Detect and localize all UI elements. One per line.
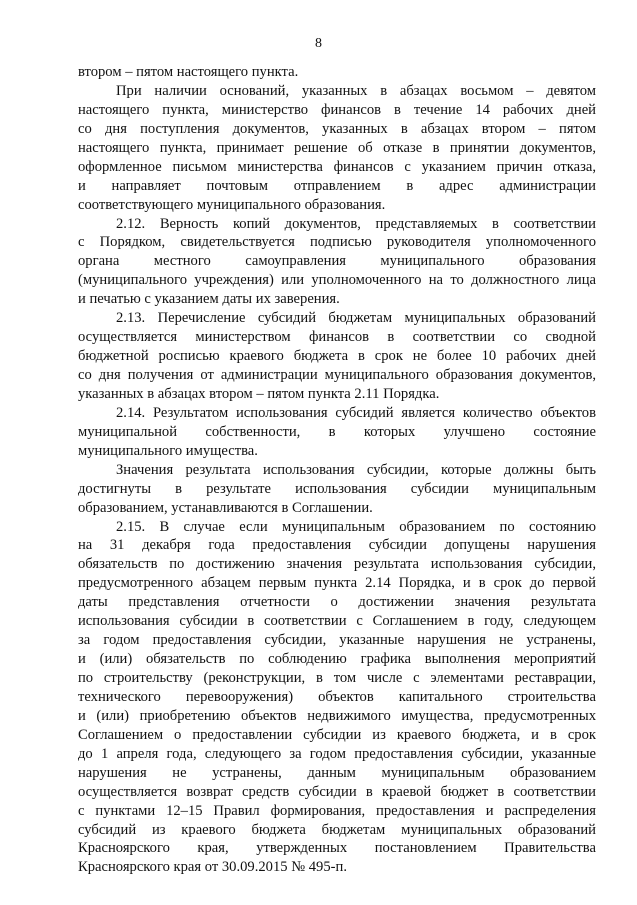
document-body [78,63,596,877]
text-line: со дня поступления документов, указанных в абзацах втором – пятом [78,120,596,137]
text-line: При наличии оснований, указанных в абзацах восьмом – девятом [116,82,596,99]
text-line: Соглашением о предоставлении субсидии из краевого бюджета, и в срок [78,726,596,743]
text-line: на 31 декабря года предоставления субсидии допущены нарушения [78,537,596,554]
text-line: предусмотренного абзацем первым пункта 2.14 Порядка, и в срок до первой [78,575,596,592]
text-line: даты представления отчетности о достижении значения результата [78,594,596,611]
text-line: втором – пятом настоящего пункта. [78,64,299,80]
text-line: и печатью с указанием даты их заверения. [78,291,340,308]
text-line: обязательств по достижению значения результата использования субсидии, [78,556,596,573]
text-line: и (или) приобретению объектов недвижимого имущества, предусмотренных [78,707,596,724]
text-line: 2.12. Верность копий документов, представляемых в соответствии [116,215,596,232]
text-line: субсидий из краевого бюджета бюджетам муниципальных образований [78,821,596,838]
text-line: нарушения не устранены, данным муниципальным образованием [78,764,596,781]
text-line: муниципального имущества. [78,442,258,459]
text-line: муниципальной собственности, в которых улучшено состояние [78,423,596,440]
text-line: и (или) обязательств по соблюдению графика выполнения мероприятий [78,651,596,668]
text-line: 2.14. Результатом использования субсидий является количество объектов [116,404,596,421]
text-line: технического перевооружения) объектов капитального строительства [78,688,596,705]
text-line: с пунктами 12–15 Правил формирования, предоставления и распределения [78,802,596,819]
text-line: 2.15. В случае если муниципальным образованием по состоянию [116,518,596,535]
text-line: настоящего пункта, министерство финансов в течение 14 рабочих дней [78,101,596,118]
text-line: с Порядком, свидетельствуется подписью руководителя уполномоченного [78,234,596,251]
text-line: за годом предоставления субсидии, указанные нарушения не устранены, [78,632,596,649]
text-line: достигнуты в результате использования субсидии муниципальным [78,480,596,497]
text-line: 2.13. Перечисление субсидий бюджетам муниципальных образований [116,310,596,327]
text-line: указанных в абзацах втором – пятом пункта 2.11 Порядка. [78,385,440,402]
text-line: до 1 апреля года, следующего за годом предоставления субсидии, указанные [78,745,596,762]
text-line: со дня получения от администрации муниципального образования документов, [78,367,596,383]
text-line: органа местного самоуправления муниципального образования [78,253,596,270]
text-line: осуществляется возврат средств субсидии в краевой бюджет в соответствии [78,783,596,800]
text-line: настоящего пункта, принимает решение об отказе в принятии документов, [78,139,596,156]
text-line: Красноярского края от 30.09.2015 № 495-п. [78,859,347,876]
text-line: Красноярского края, утвержденных постановлением Правительства [78,840,596,857]
page-number: 8 [315,36,322,51]
text-line: оформленное письмом министерства финансов с указанием причин отказа, [78,158,596,175]
text-line: бюджетной росписью краевого бюджета в срок не более 10 рабочих дней [78,348,596,365]
text-line: Значения результата использования субсидии, которые должны быть [116,461,596,478]
text-line: образованием, устанавливаются в Соглашении. [78,499,373,516]
text-line: (муниципального учреждения) или уполномоченного на то должностного лица [78,272,596,289]
text-line: по строительству (реконструкции, в том числе с элементами реставрации, [78,670,596,686]
text-line: использования субсидии в соответствии с Соглашением в году, следующем [78,613,596,630]
text-line: соответствующего муниципального образования. [78,196,386,213]
text-line: осуществляется министерством финансов в соответствии со сводной [78,329,596,346]
text-line: и направляет почтовым отправлением в адрес администрации [78,177,596,194]
